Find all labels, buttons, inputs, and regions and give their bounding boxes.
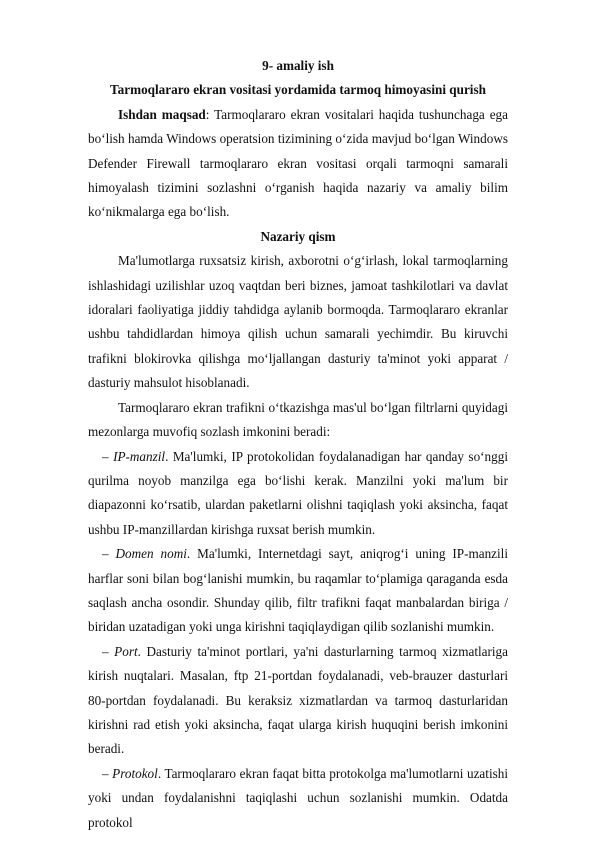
list-text: . Ma'lumki, Internetdagi sayt, aniqrog‘i uning IP-manzili harflar soni bilan bog‘lanishi mumkin, bu raqamlar to‘plamiga qaraganda esda saqlash ancha osondir. Shunday qilib, filtr trafikni faqat manbalardan biriga / biridan uzatadigan yoki unga kirishni taqiqlaydigan qilib sozlanishi mumkin. [88, 546, 509, 635]
list-term: Protokol [112, 765, 158, 781]
paragraph-filters: Tarmoqlararo ekran trafikni o‘tkazishga mas'ul bo‘lgan filtrlarni quyidagi mezonlarga muvofiq sozlash imkonini beradi: [88, 399, 508, 440]
list-item [88, 445, 508, 543]
document-title: Tarmoqlararo ekran vositasi yordamida tarmoq himoyasini qurish [110, 82, 486, 98]
list-dash: – [102, 765, 109, 781]
practical-work-number: 9- amaliy ish [262, 58, 334, 73]
list-dash: – [102, 546, 109, 562]
list-text: . Tarmoqlararo ekran faqat bitta protokolga ma'lumotlarni uzatishi yoki undan foydalanishni taqiqlashi uchun sozlanishi mumkin. Odatda protokol [88, 765, 508, 830]
list-item [88, 762, 508, 835]
list-term: IP-manzil [113, 448, 166, 464]
goal-label: Ishdan maqsad [118, 106, 206, 122]
list-item [88, 542, 508, 640]
list-item [88, 640, 508, 762]
goal-text: : Tarmoqlararo ekran vositalari haqida tushunchaga ega bo‘lish hamda Windows operatsion tizimining o‘zida mavjud bo‘lgan Windows Defender Firewall tarmoqlararo ekran vositasi orqali tarmoqni samarali himoyalash tizimini sozlashni o‘rganish haqida nazariy va amaliy bilim ko‘nikmalarga ega bo‘lish. [88, 106, 508, 220]
paragraph-intro: Ma'lumotlarga ruxsatsiz kirish, axborotni o‘g‘irlash, lokal tarmoqlarning ishlashidagi uzilishlar uzoq vaqtdan beri biznes, jamoat tashkilotlari va davlat idoralari faoliyatiga jiddiy tahdidga aylanib bormoqda. Tarmoqlararo ekranlar ushbu tahdidlardan himoya qilish uchun samarali yechimdir. Bu kiruvchi trafikni blokirovka qilishga mo‘ljallangan dasturiy ta'minot yoki apparat / dasturiy mahsulot hisoblanadi. [88, 253, 508, 391]
goal-paragraph [88, 103, 508, 225]
text-column [88, 54, 508, 835]
list-dash: – [102, 643, 109, 659]
list-term: Port [114, 643, 138, 659]
section-title: Nazariy qism [260, 228, 336, 244]
list-dash: – [102, 448, 109, 464]
list-text: . Ma'lumki, IP protokolidan foydalanadigan har qanday so‘nggi qurilma noyob manzilga ega bo‘lishi kerak. Manzilni yoki ma'lum bir diapazonni ko‘rsatib, ulardan paketlarni olishni taqiqlash yoki aksincha, faqat ushbu IP-manzillardan kirishga ruxsat berish mumkin. [88, 448, 508, 537]
list-text: . Dasturiy ta'minot portlari, ya'ni dasturlarning tarmoq xizmatlariga kirish nuqtalari. Masalan, ftp 21-portdan foydalanadi, veb-brauzer dasturlari 80-portdan foydalanadi. Bu keraksiz xizmatlardan va tarmoq dasturlaridan kirishni rad etish yoki aksincha, faqat ularga kirish huquqini berish imkonini beradi. [88, 643, 509, 757]
list-term: Domen nomi [115, 546, 187, 562]
